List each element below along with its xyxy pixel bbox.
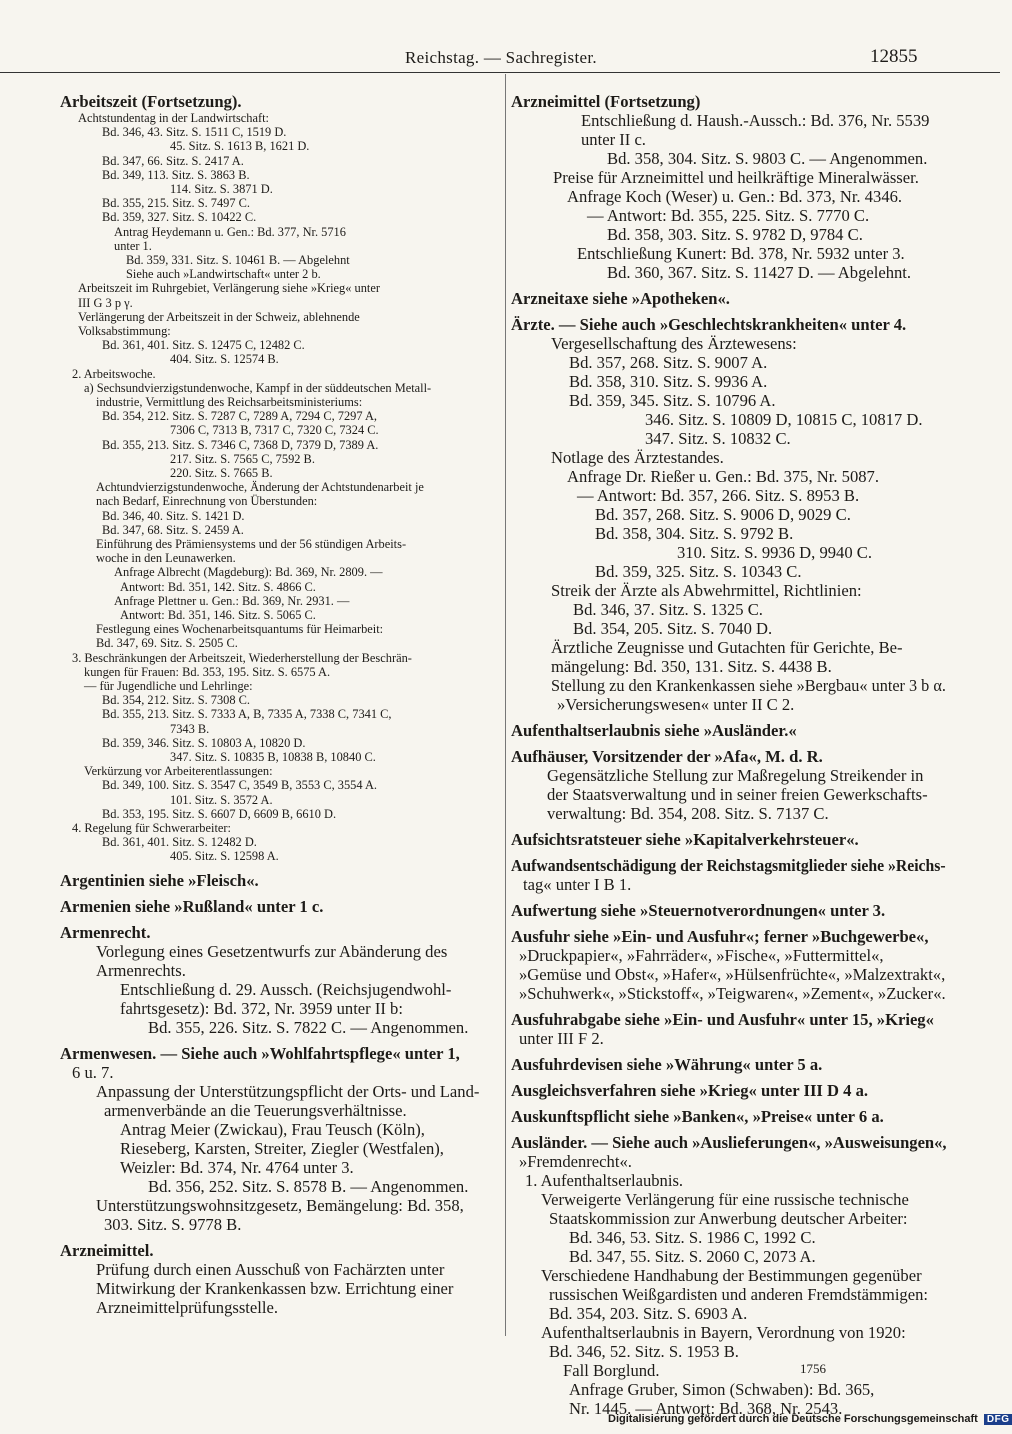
index-line: 347. Sitz. S. 10832 C.	[645, 429, 791, 448]
index-line: industrie, Vermittlung des Reichsarbeitsministeriums:	[96, 395, 363, 409]
index-line: Bd. 346, 40. Sitz. S. 1421 D.	[102, 508, 245, 523]
index-heading: Arzneitaxe siehe »Apotheken«.	[511, 289, 730, 308]
index-line: 6 u. 7.	[72, 1062, 114, 1082]
page-header	[0, 46, 1000, 73]
index-line: 346. Sitz. S. 10809 D, 10815 C, 10817 D.	[645, 410, 923, 429]
index-line: nach Bedarf, Einrechnung von Überstunden:	[96, 494, 318, 509]
index-line: Bd. 347, 55. Sitz. S. 2060 C, 2073 A.	[569, 1247, 816, 1266]
index-line: 3. Beschränkungen der Arbeitszeit, Wiederherstellung der Beschrän-	[72, 650, 412, 665]
index-line: Anfrage Koch (Weser) u. Gen.: Bd. 373, Nr. 4346.	[567, 187, 903, 206]
index-heading: Arbeitszeit (Fortsetzung).	[60, 92, 242, 111]
index-line: 4. Regelung für Schwerarbeiter:	[72, 821, 231, 835]
index-heading: Aufsichtsratsteuer siehe »Kapitalverkehrsteuer«.	[511, 830, 859, 849]
index-line: Bd. 354, 205. Sitz. S. 7040 D.	[573, 619, 773, 638]
index-line: Entschließung d. 29. Aussch. (Reichsjugendwohl-	[120, 979, 452, 999]
index-line: verwaltung: Bd. 354, 208. Sitz. S. 7137 C.	[547, 804, 829, 823]
index-line: — für Jugendliche und Lehrlinge:	[84, 679, 253, 693]
index-line: Rieseberg, Karsten, Streiter, Ziegler (Westfalen),	[120, 1138, 444, 1158]
index-line: »Fremdenrecht«.	[519, 1152, 632, 1171]
index-line: Arbeitszeit im Ruhrgebiet, Verlängerung siehe »Krieg« unter	[78, 281, 380, 296]
index-line: Streik der Ärzte als Abwehrmittel, Richtlinien:	[551, 581, 862, 600]
index-line: 2. Arbeitswoche.	[72, 366, 156, 381]
index-line: fahrtsgesetz): Bd. 372, Nr. 3959 unter II b:	[120, 998, 403, 1018]
index-heading: Ausgleichsverfahren siehe »Krieg« unter III D 4 a.	[511, 1081, 869, 1100]
index-line: Mitwirkung der Krankenkassen bzw. Errichtung einer	[96, 1278, 454, 1298]
index-line: Bd. 356, 252. Sitz. S. 8578 B. — Angenommen.	[148, 1176, 469, 1196]
index-heading: Aufenthaltserlaubnis siehe »Ausländer.«	[511, 721, 797, 740]
index-line: Bd. 359, 325. Sitz. S. 10343 C.	[595, 562, 802, 581]
index-heading: Armenien siehe »Rußland« unter 1 c.	[60, 896, 324, 916]
index-line: III G 3 p γ.	[78, 295, 133, 310]
index-line: Prüfung durch einen Ausschuß von Fachärzten unter	[96, 1259, 445, 1279]
index-line: Bd. 357, 268. Sitz. S. 9007 A.	[569, 353, 768, 372]
index-line: Bd. 358, 310. Sitz. S. 9936 A.	[569, 372, 768, 391]
index-line: Verschiedene Handhabung der Bestimmungen gegenüber	[541, 1266, 922, 1285]
index-line: Staatskommission zur Anwerbung deutscher Arbeiter:	[549, 1209, 908, 1228]
index-line: Anfrage Dr. Rießer u. Gen.: Bd. 375, Nr. 5087.	[567, 467, 879, 486]
index-heading: Ausfuhr siehe »Ein- und Ausfuhr«; ferner »Buchgewerbe«,	[511, 927, 929, 946]
index-heading: Aufhäuser, Vorsitzender der »Afa«, M. d. R.	[511, 747, 823, 766]
index-line: tag« unter I B 1.	[523, 875, 632, 894]
index-line: Bd. 349, 100. Sitz. S. 3547 C, 3549 B, 3553 C, 3554 A.	[102, 778, 378, 793]
index-line: Preise für Arzneimittel und heilkräftige Mineralwässer.	[553, 168, 919, 187]
index-line: 310. Sitz. S. 9936 D, 9940 C.	[677, 543, 872, 562]
index-line: Gegensätzliche Stellung zur Maßregelung Streikender in	[547, 766, 924, 785]
index-line: Antwort: Bd. 351, 142. Sitz. S. 4866 C.	[120, 579, 316, 594]
index-line: Bd. 353, 195. Sitz. S. 6607 D, 6609 B, 6610 D.	[102, 806, 337, 821]
index-heading: Arzneimittel (Fortsetzung)	[511, 92, 701, 111]
header-page-number: 12855	[870, 46, 918, 67]
index-line: 404. Sitz. S. 12574 B.	[170, 352, 279, 367]
index-line: Nr. 1445. — Antwort: Bd. 368, Nr. 2543.	[569, 1399, 843, 1418]
index-line: 217. Sitz. S. 7565 C, 7592 B.	[170, 451, 315, 466]
index-heading: Aufwandsentschädigung der Reichstagsmitglieder siehe »Reichs-	[511, 856, 946, 875]
footer-page-number: 1756	[800, 1361, 826, 1376]
dfg-logo: DFG	[984, 1414, 1012, 1425]
index-line: Fall Borglund.	[563, 1361, 660, 1380]
index-heading: Armenwesen. — Siehe auch »Wohlfahrtspflege« unter 1,	[60, 1043, 460, 1063]
index-line: Bd. 347, 66. Sitz. S. 2417 A.	[102, 153, 244, 168]
index-heading: Aufwertung siehe »Steuernotverordnungen« unter 3.	[511, 901, 886, 920]
index-line: »Versicherungswesen« unter II C 2.	[557, 695, 795, 714]
index-line: Bd. 355, 215. Sitz. S. 7497 C.	[102, 196, 251, 211]
index-line: unter II c.	[581, 130, 646, 149]
index-line: Bd. 346, 53. Sitz. S. 1986 C, 1992 C.	[569, 1228, 816, 1247]
index-line: 220. Sitz. S. 7665 B.	[170, 466, 273, 480]
index-line: Unterstützungswohnsitzgesetz, Bemängelung: Bd. 358,	[96, 1195, 464, 1215]
index-line: Anfrage Gruber, Simon (Schwaben): Bd. 365,	[569, 1380, 875, 1399]
index-heading: Ausfuhrdevisen siehe »Währung« unter 5 a.	[511, 1055, 823, 1074]
index-line: Bd. 347, 69. Sitz. S. 2505 C.	[96, 636, 238, 651]
running-title: Reichstag. — Sachregister.	[405, 48, 597, 67]
index-line: 45. Sitz. S. 1613 B, 1621 D.	[170, 139, 310, 154]
index-line: 405. Sitz. S. 12598 A.	[170, 849, 279, 864]
index-line: Bd. 354, 203. Sitz. S. 6903 A.	[549, 1304, 748, 1323]
index-line: Antwort: Bd. 351, 146. Sitz. S. 5065 C.	[120, 608, 316, 622]
index-line: 114. Sitz. S. 3871 D.	[170, 182, 273, 196]
index-line: Arzneimittelprüfungsstelle.	[96, 1297, 279, 1317]
index-line: unter III F 2.	[519, 1029, 604, 1048]
index-line: Bd. 359, 331. Sitz. S. 10461 B. — Abgelehnt	[126, 253, 350, 267]
index-line: Festlegung eines Wochenarbeitsquantums für Heimarbeit:	[96, 622, 384, 637]
index-line: Stellung zu den Krankenkassen siehe »Bergbau« unter 3 b α.	[551, 676, 946, 695]
index-line: »Druckpapier«, »Fahrräder«, »Fische«, »Futtermittel«,	[519, 946, 884, 965]
index-line: der Staatsverwaltung und in seiner freien Gewerkschafts-	[547, 785, 928, 804]
index-heading: Arzneimittel.	[60, 1240, 154, 1260]
index-heading: Argentinien siehe »Fleisch«.	[60, 870, 259, 890]
index-line: Aufenthaltserlaubnis in Bayern, Verordnung von 1920:	[541, 1323, 906, 1342]
index-line: — Antwort: Bd. 357, 266. Sitz. S. 8953 B.	[577, 486, 860, 505]
index-line: mängelung: Bd. 350, 131. Sitz. S. 4438 B.	[551, 657, 832, 676]
index-heading: Ausfuhrabgabe siehe »Ein- und Ausfuhr« unter 15, »Krieg«	[511, 1010, 934, 1029]
index-line: 347. Sitz. S. 10835 B, 10838 B, 10840 C.	[170, 750, 376, 764]
index-line: kungen für Frauen: Bd. 353, 195. Sitz. S. 6575 A.	[84, 664, 331, 679]
index-line: Bd. 359, 345. Sitz. S. 10796 A.	[569, 391, 776, 410]
index-line: unter 1.	[114, 238, 152, 253]
index-line: Volksabstimmung:	[78, 324, 171, 338]
index-heading: Ärzte. — Siehe auch »Geschlechtskrankheiten« unter 4.	[511, 315, 907, 334]
left-column	[60, 92, 498, 1337]
index-line: Anfrage Plettner u. Gen.: Bd. 369, Nr. 2931. —	[114, 593, 350, 608]
index-line: Bd. 358, 304. Sitz. S. 9803 C. — Angenommen.	[607, 149, 928, 168]
index-line: Bd. 346, 52. Sitz. S. 1953 B.	[549, 1342, 739, 1361]
index-line: — Antwort: Bd. 355, 225. Sitz. S. 7770 C.	[587, 206, 870, 225]
index-line: Vergesellschaftung des Ärztewesens:	[551, 334, 797, 353]
index-line: Bd. 358, 304. Sitz. S. 9792 B.	[595, 524, 794, 543]
index-heading: Auskunftspflicht siehe »Banken«, »Preise« unter 6 a.	[511, 1107, 884, 1126]
index-line: 101. Sitz. S. 3572 A.	[170, 792, 273, 807]
funding-credit	[608, 1413, 1012, 1425]
index-line: Verweigerte Verlängerung für eine russische technische	[541, 1190, 909, 1209]
index-line: Bd. 354, 212. Sitz. S. 7287 C, 7289 A, 7294 C, 7297 A,	[102, 409, 378, 424]
index-line: 7343 B.	[170, 721, 210, 736]
index-line: Antrag Heydemann u. Gen.: Bd. 377, Nr. 5716	[114, 224, 346, 239]
index-line: 7306 C, 7313 B, 7317 C, 7320 C, 7324 C.	[170, 423, 379, 438]
index-line: 1. Aufenthaltserlaubnis.	[525, 1171, 684, 1190]
column-divider	[505, 74, 506, 1336]
index-line: Bd. 357, 268. Sitz. S. 9006 D, 9029 C.	[595, 505, 851, 524]
index-line: Bd. 346, 37. Sitz. S. 1325 C.	[573, 600, 763, 619]
index-line: Bd. 347, 68. Sitz. S. 2459 A.	[102, 522, 244, 537]
index-line: Bd. 361, 401. Sitz. S. 12482 D.	[102, 835, 257, 850]
index-line: Bd. 358, 303. Sitz. S. 9782 D, 9784 C.	[607, 225, 863, 244]
index-line: Bd. 355, 213. Sitz. S. 7346 C, 7368 D, 7379 D, 7389 A.	[102, 437, 379, 452]
index-line: Armenrechts.	[96, 960, 186, 980]
index-line: »Schuhwerk«, »Stickstoff«, »Teigwaren«, »Zement«, »Zucker«.	[519, 984, 946, 1003]
index-line: Bd. 360, 367. Sitz. S. 11427 D. — Abgelehnt.	[607, 263, 912, 282]
index-line: Vorlegung eines Gesetzentwurfs zur Abänderung des	[96, 941, 448, 961]
index-line: armenverbände an die Teuerungsverhältnisse.	[104, 1100, 407, 1120]
index-line: Achtstundentag in der Landwirtschaft:	[78, 111, 269, 125]
index-line: »Gemüse und Obst«, »Hafer«, »Hülsenfrüchte«, »Malzextrakt«,	[519, 965, 946, 984]
index-line: russischen Weißgardisten und anderen Fremdstämmigen:	[549, 1285, 929, 1304]
index-line: Entschließung d. Haush.-Aussch.: Bd. 376, Nr. 5539	[581, 111, 930, 130]
index-line: Bd. 355, 213. Sitz. S. 7333 A, B, 7335 A, 7338 C, 7341 C,	[102, 707, 392, 722]
index-line: Anfrage Albrecht (Magdeburg): Bd. 369, Nr. 2809. —	[114, 565, 383, 580]
index-line: a) Sechsundvierzigstundenwoche, Kampf in der süddeutschen Metall-	[84, 380, 432, 395]
index-line: Verlängerung der Arbeitszeit in der Schweiz, ablehnende	[78, 309, 360, 324]
index-line: Anpassung der Unterstützungspflicht der Orts- und Land-	[96, 1081, 480, 1101]
index-line: Bd. 361, 401. Sitz. S. 12475 C, 12482 C.	[102, 338, 305, 353]
index-line: Weizler: Bd. 374, Nr. 4764 unter 3.	[120, 1157, 354, 1177]
index-line: Bd. 355, 226. Sitz. S. 7822 C. — Angenommen.	[148, 1017, 469, 1037]
index-line: Achtundvierzigstundenwoche, Änderung der Achtstundenarbeit je	[96, 480, 424, 495]
index-line: Bd. 354, 212. Sitz. S. 7308 C.	[102, 693, 251, 708]
index-line: Einführung des Prämiensystems und der 56 stündigen Arbeits-	[96, 537, 407, 551]
index-line: Verkürzung vor Arbeiterentlassungen:	[84, 764, 273, 779]
index-line: Bd. 359, 346. Sitz. S. 10803 A, 10820 D.	[102, 735, 306, 750]
index-line: Antrag Meier (Zwickau), Frau Teusch (Köln),	[120, 1119, 425, 1139]
index-line: Notlage des Ärztestandes.	[551, 448, 724, 467]
index-line: 303. Sitz. S. 9778 B.	[104, 1214, 242, 1234]
index-line: Entschließung Kunert: Bd. 378, Nr. 5932 unter 3.	[577, 244, 905, 263]
index-line: Siehe auch »Landwirtschaft« unter 2 b.	[126, 267, 321, 282]
index-line: woche in den Leunawerken.	[96, 551, 236, 566]
index-heading: Armenrecht.	[60, 922, 151, 942]
funding-credit-text: Digitalisierung gefördert durch die Deutsche Forschungsgemeinschaft	[608, 1413, 978, 1425]
index-line: Ärztliche Zeugnisse und Gutachten für Gerichte, Be-	[551, 638, 903, 657]
index-heading: Ausländer. — Siehe auch »Auslieferungen«, »Ausweisungen«,	[511, 1133, 947, 1152]
index-line: Bd. 349, 113. Sitz. S. 3863 B.	[102, 167, 250, 182]
index-line: Bd. 346, 43. Sitz. S. 1511 C, 1519 D.	[102, 125, 287, 140]
index-line: Bd. 359, 327. Sitz. S. 10422 C.	[102, 210, 257, 225]
